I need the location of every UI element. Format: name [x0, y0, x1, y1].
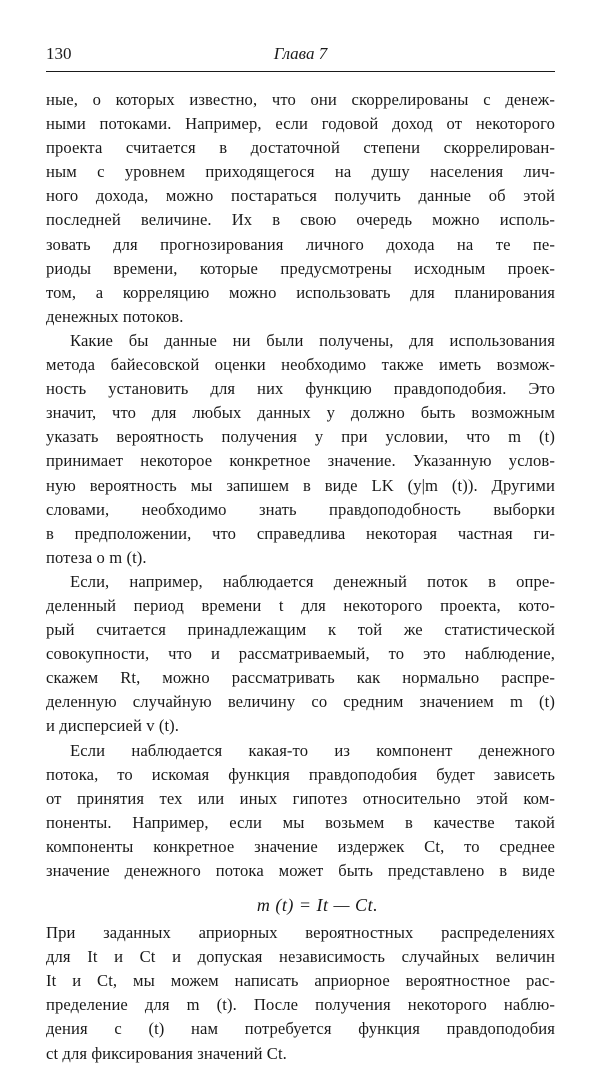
text-line: указать вероятность получения y при условии, что m (t) — [46, 427, 555, 447]
text-line: принимает некоторое конкретное значение. Указанную услов- — [46, 451, 555, 471]
text-line: словами, необходимо знать правдоподобность выборки — [46, 499, 555, 519]
chapter-title: Глава 7 — [273, 44, 328, 63]
formula — [46, 886, 555, 920]
text-line: It и Ct, мы можем написать априорное вероятностное рас- — [46, 971, 555, 991]
text-line: При заданных априорных вероятностных распределениях — [46, 923, 555, 943]
text-line: ность установить для них функцию правдоподобия. Это — [46, 379, 555, 399]
text-line: метода байесовской оценки необходимо также иметь возмож- — [46, 355, 555, 375]
text-line: скажем Rt, можно рассматривать как нормально распре- — [46, 668, 555, 688]
text-line: Если наблюдается какая-то из компонент денежного — [70, 740, 555, 760]
text-line: от принятия тех или иных гипотез относительно этой ком- — [46, 788, 555, 808]
body-text — [46, 88, 555, 1066]
text-line: проекта считается в достаточной степени скоррелирован- — [46, 138, 555, 158]
text-line: деленный период времени t для некоторого проекта, кото- — [46, 595, 555, 615]
text-line: значение денежного потока может быть представлено в виде — [46, 861, 555, 880]
text-line: ным с уровнем приходящегося на душу населения лич- — [46, 162, 555, 182]
text-line: Если, например, наблюдается денежный поток в опре- — [70, 571, 555, 591]
text-line: Какие бы данные ни были получены, для использования — [70, 330, 555, 350]
text-line: дения c (t) нам потребуется функция правдоподобия — [46, 1019, 555, 1039]
text-line: и дисперсией v (t). — [46, 716, 180, 736]
text-line: пределение для m (t). После получения некоторого наблю- — [46, 995, 555, 1015]
text-line: ными потоками. Например, если годовой доход от некоторого — [46, 114, 555, 134]
formula-text: m (t) = It — Ct. — [256, 895, 379, 916]
text-line: потока, то искомая функция правдоподобия будет зависеть — [46, 764, 555, 784]
text-line: рый считается принадлежащим к той же статистической — [46, 620, 555, 640]
text-line: ную вероятность мы запишем в виде LK (y|m (t)). Другими — [46, 475, 555, 495]
text-line: поненты. Например, если мы возьмем в качестве такой — [46, 812, 555, 832]
paragraph-5 — [46, 921, 555, 1066]
text-line: совокупности, что и рассматриваемый, то это наблюдение, — [46, 644, 555, 664]
paragraph-3 — [46, 570, 555, 739]
text-line: денежных потоков. — [46, 306, 184, 326]
page-number: 130 — [46, 44, 72, 63]
text-line: компоненты конкретное значение издержек Ct, то среднее — [46, 836, 555, 856]
text-line: зовать для прогнозирования личного дохода на те пе- — [46, 234, 555, 254]
text-line: ct для фиксирования значений Ct. — [46, 1043, 287, 1063]
text-line: для It и Ct и допуская независимость случайных величин — [46, 947, 555, 967]
text-line: деленную случайную величину со средним значением m (t) — [46, 692, 555, 712]
text-line: значит, что для любых данных y должно быть возможным — [46, 403, 555, 423]
text-line: последней величине. Их в свою очередь можно исполь- — [46, 210, 555, 230]
text-line: ного дохода, можно постараться получить данные об этой — [46, 186, 555, 206]
text-line: в предположении, что справедлива некоторая частная ги- — [46, 523, 555, 543]
text-line: потеза о m (t). — [46, 547, 147, 567]
text-line: ные, о которых известно, что они скоррелированы с денеж- — [46, 90, 555, 109]
paragraph-1 — [46, 88, 555, 329]
text-line: риоды времени, которые предусмотрены исходным проек- — [46, 258, 555, 278]
paragraph-4 — [46, 739, 555, 884]
paragraph-2 — [46, 329, 555, 570]
page-header — [46, 44, 555, 66]
header-rule — [46, 71, 555, 72]
text-line: том, а корреляцию можно использовать для планирования — [46, 282, 555, 302]
